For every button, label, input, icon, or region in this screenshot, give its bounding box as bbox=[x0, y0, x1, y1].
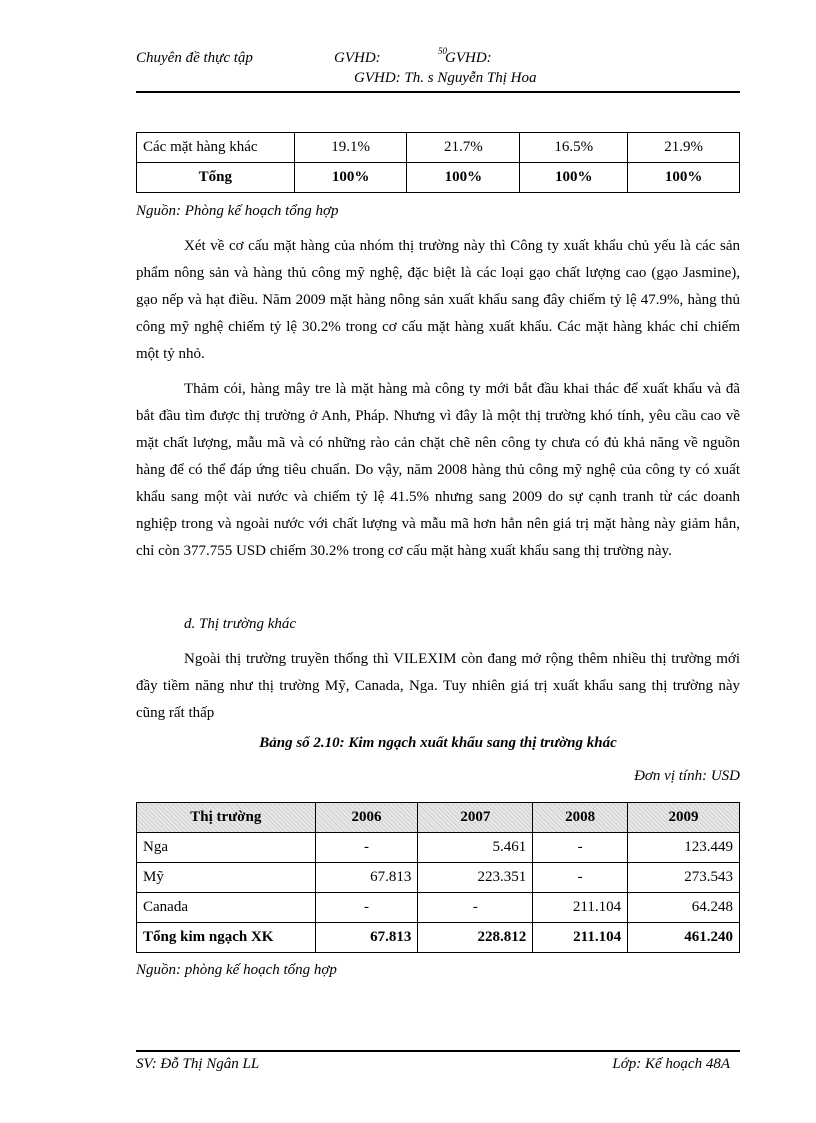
paragraph: Ngoài thị trường truyền thống thì VILEXIM còn đang mở rộng thêm nhiều thị trường mới đầy tiềm năng như thị trường Mỹ, Canada, Nga. Tuy nhiên giá trị xuất khẩu sang thị trường này cũng rất thấp bbox=[136, 651, 740, 721]
table-row bbox=[137, 863, 740, 893]
body-text bbox=[136, 233, 740, 565]
table-cell: 21.7% bbox=[407, 133, 520, 163]
table-cell: 100% bbox=[407, 163, 520, 193]
table-cell: - bbox=[315, 833, 418, 863]
table-caption: Bảng số 2.10: Kim ngạch xuất khẩu sang thị trường khác bbox=[259, 735, 617, 751]
paragraph: Thảm cói, hàng mây tre là mặt hàng mà công ty mới bắt đầu khai thác để xuất khẩu và đã bắt đầu tìm được thị trường ở Anh, Pháp. Nhưng vì đây là một thị trường khó tính, yêu cầu cao về mặt chất lượng, mẫu mã và có những rào cản chặt chẽ nên công ty chưa có đủ khả năng về nguồn hàng để có thể đáp ứng tiêu chuẩn. Do vậy, năm 2008 hàng thủ công mỹ nghệ của công ty có xuất khẩu sang một vài nước và chiếm tỷ lệ 41.5% nhưng sang 2009 do sự cạnh tranh từ các doanh nghiệp trong và ngoài nước với chất lượng và mẫu mã hơn hẳn nên giá trị mặt hàng này giảm hẳn, chỉ còn 377.755 USD chiếm 30.2% trong cơ cấu mặt hàng xuất khẩu sang thị trường này. bbox=[136, 381, 740, 559]
table-cell: Mỹ bbox=[137, 863, 316, 893]
header-gvhd-2: GVHD: bbox=[445, 50, 492, 66]
table-cell: 273.543 bbox=[628, 863, 740, 893]
table-cell: - bbox=[418, 893, 533, 923]
table-cell: Các mặt hàng khác bbox=[137, 133, 295, 163]
table-header-row bbox=[137, 803, 740, 833]
table-row bbox=[137, 833, 740, 863]
table-cell: 16.5% bbox=[520, 133, 628, 163]
table-cell: - bbox=[315, 893, 418, 923]
body-text-2 bbox=[136, 646, 740, 727]
table-cell: 228.812 bbox=[418, 923, 533, 953]
table-total-row bbox=[137, 923, 740, 953]
footer-rule bbox=[136, 1050, 740, 1052]
page-number: 50 bbox=[438, 46, 447, 56]
paragraph: Xét về cơ cấu mặt hàng của nhóm thị trường này thì Công ty xuất khẩu chủ yếu là các sản phẩm nông sản và hàng thủ công mỹ nghệ, đặc biệt là các loại gạo chất lượng cao (gạo Jasmine), gạo nếp và hạt điều. Năm 2009 mặt hàng nông sản xuất khẩu sang đây chiếm tỷ lệ 47.9%, hàng thủ công mỹ nghệ chiếm tỷ lệ 30.2% trong cơ cấu mặt hàng xuất khẩu. Các mặt hàng khác chỉ chiếm một tỷ nhỏ. bbox=[136, 238, 740, 362]
column-header: 2008 bbox=[533, 803, 628, 833]
unit-label: Đơn vị tính: USD bbox=[634, 768, 740, 784]
table-cell: 100% bbox=[628, 163, 740, 193]
table-cell: 223.351 bbox=[418, 863, 533, 893]
table-cell: 211.104 bbox=[533, 923, 628, 953]
table-cell: Nga bbox=[137, 833, 316, 863]
table-cell: 67.813 bbox=[315, 923, 418, 953]
table-cell: 123.449 bbox=[628, 833, 740, 863]
table-cell: 19.1% bbox=[294, 133, 407, 163]
table-cell: 64.248 bbox=[628, 893, 740, 923]
section-subheading: d. Thị trường khác bbox=[184, 616, 297, 632]
header-advisor: GVHD: Th. s Nguyễn Thị Hoa bbox=[354, 70, 537, 86]
table-total-row bbox=[137, 163, 740, 193]
table-cell: 5.461 bbox=[418, 833, 533, 863]
footer-student: SV: Đỗ Thị Ngân LL bbox=[136, 1056, 260, 1072]
header-rule bbox=[136, 91, 740, 93]
structure-table bbox=[136, 132, 740, 193]
column-header: 2006 bbox=[315, 803, 418, 833]
table-cell: Canada bbox=[137, 893, 316, 923]
table-cell: 100% bbox=[520, 163, 628, 193]
table-row bbox=[137, 893, 740, 923]
table-cell: 461.240 bbox=[628, 923, 740, 953]
column-header: 2007 bbox=[418, 803, 533, 833]
export-table bbox=[136, 802, 740, 953]
header-subject: Chuyên đề thực tập bbox=[136, 50, 253, 66]
table-cell: 67.813 bbox=[315, 863, 418, 893]
column-header: Thị trường bbox=[137, 803, 316, 833]
table-cell: - bbox=[533, 863, 628, 893]
table-cell: Tổng bbox=[137, 163, 295, 193]
table-row bbox=[137, 133, 740, 163]
table-cell: 100% bbox=[294, 163, 407, 193]
source-note-2: Nguồn: phòng kế hoạch tổng hợp bbox=[136, 962, 337, 978]
table-cell: 21.9% bbox=[628, 133, 740, 163]
table-cell: - bbox=[533, 833, 628, 863]
page-header bbox=[136, 46, 492, 67]
source-note: Nguồn: Phòng kế hoạch tổng hợp bbox=[136, 203, 339, 219]
footer-class: Lớp: Kế hoạch 48A bbox=[612, 1056, 730, 1072]
table-cell: 211.104 bbox=[533, 893, 628, 923]
header-gvhd-1: GVHD: bbox=[334, 50, 381, 66]
column-header: 2009 bbox=[628, 803, 740, 833]
table-cell: Tổng kim ngạch XK bbox=[137, 923, 316, 953]
